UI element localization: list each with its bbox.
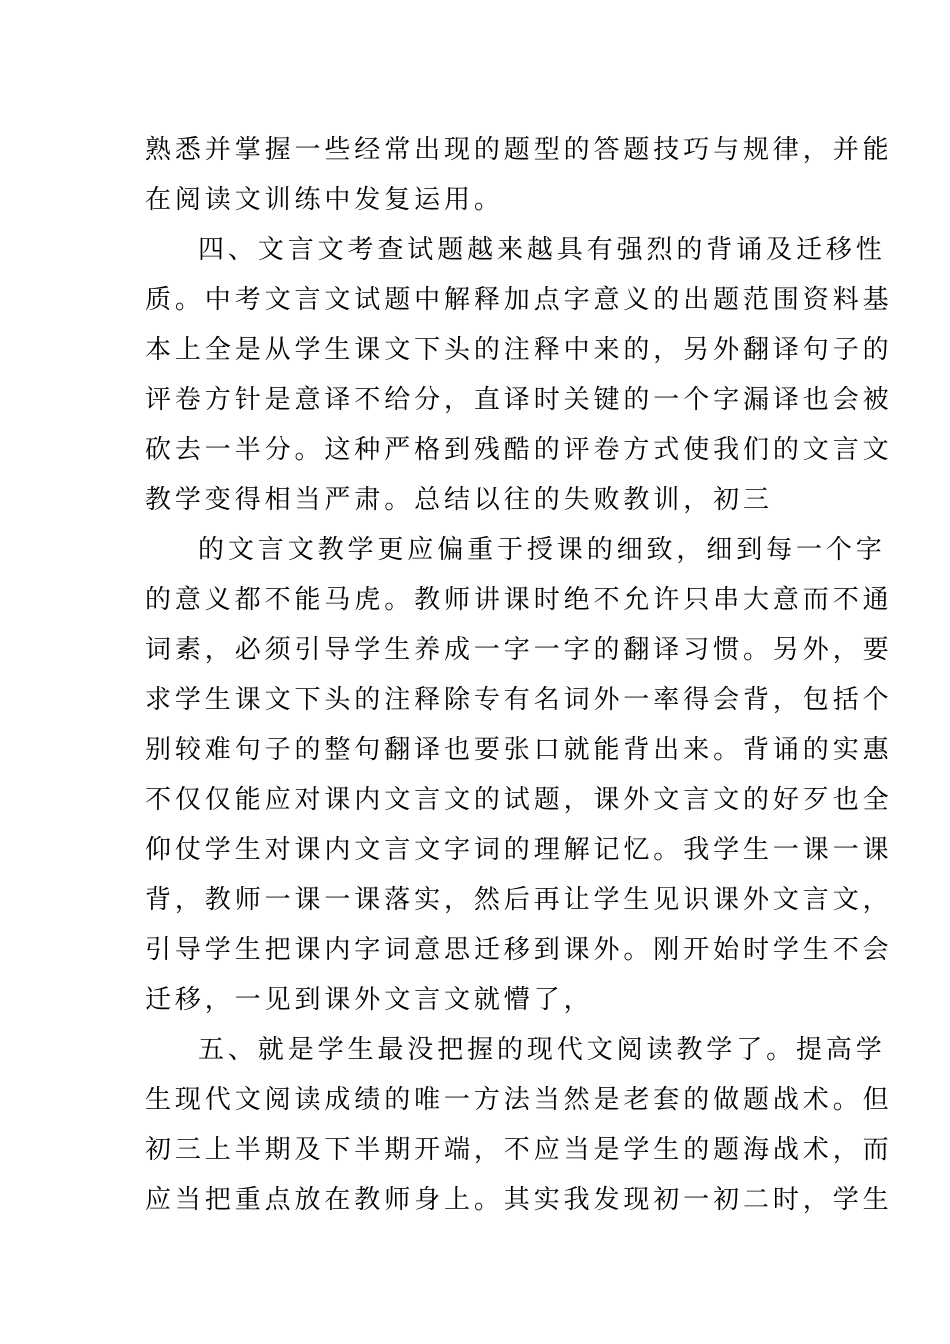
text-line-22: 应当把重点放在教师身上。其实我发现初一初二时，学生 xyxy=(145,1185,893,1215)
paragraph-4-line-1: 四、文言文考查试题越来越具有强烈的背诵及迁移性 xyxy=(198,235,886,265)
paragraph-5-line-1: 五、就是学生最没把握的现代文阅读教学了。提高学 xyxy=(198,1035,886,1065)
text-line-10: 的意义都不能马虎。教师讲课时绝不允许只串大意而不通 xyxy=(145,585,893,615)
text-line-12: 求学生课文下头的注释除专有名词外一率得会背，包括个 xyxy=(145,685,893,715)
text-line-17: 引导学生把课内字词意思迁移到课外。刚开始时学生不会 xyxy=(145,935,893,965)
text-line-5: 本上全是从学生课文下头的注释中来的，另外翻译句子的 xyxy=(145,335,893,365)
text-line-8: 教学变得相当严肃。总结以往的失败教训，初三 xyxy=(145,485,773,515)
text-line-13: 别较难句子的整句翻译也要张口就能背出来。背诵的实惠 xyxy=(145,735,893,765)
paragraph-continued-line-1: 的文言文教学更应偏重于授课的细致，细到每一个字 xyxy=(198,535,886,565)
text-line-11: 词素，必须引导学生养成一字一字的翻译习惯。另外，要 xyxy=(145,635,893,665)
text-line-21: 初三上半期及下半期开端，不应当是学生的题海战术，而 xyxy=(145,1135,893,1165)
text-line-4: 质。中考文言文试题中解释加点字意义的出题范围资料基 xyxy=(145,285,893,315)
text-line-15: 仰仗学生对课内文言文字词的理解记忆。我学生一课一课 xyxy=(145,835,893,865)
text-line-1: 熟悉并掌握一些经常出现的题型的答题技巧与规律，并能 xyxy=(145,135,893,165)
text-line-7: 砍去一半分。这种严格到残酷的评卷方式使我们的文言文 xyxy=(145,435,893,465)
text-line-14: 不仅仅能应对课内文言文的试题，课外文言文的好歹也全 xyxy=(145,785,893,815)
text-line-20: 生现代文阅读成绩的唯一方法当然是老套的做题战术。但 xyxy=(145,1085,893,1115)
text-line-16: 背，教师一课一课落实，然后再让学生见识课外文言文， xyxy=(145,885,893,915)
text-line-2: 在阅读文训练中发复运用。 xyxy=(145,185,504,215)
text-line-6: 评卷方针是意译不给分，直译时关键的一个字漏译也会被 xyxy=(145,385,893,415)
text-line-18: 迁移，一见到课外文言文就懵了， xyxy=(145,985,594,1015)
